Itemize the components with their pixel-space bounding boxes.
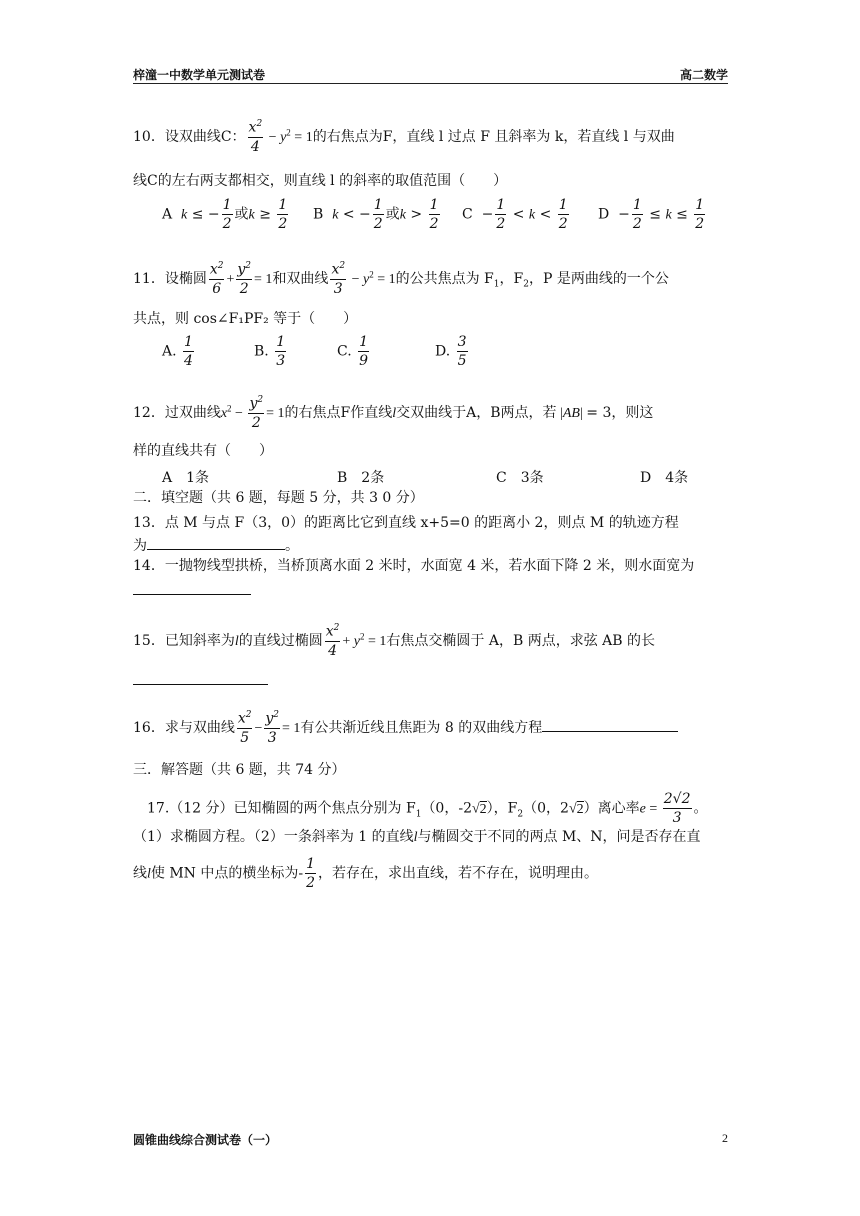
question-10-line2: 线C的左右两支都相交，则直线 l 的斜率的取值范围（ ） xyxy=(133,173,508,189)
q12-option-c: C 3条 xyxy=(496,470,544,486)
q11-option-b: B. $\frac{1}{3}$ xyxy=(254,334,286,369)
question-13-line2: 为 。 xyxy=(133,535,728,556)
page-header xyxy=(133,66,728,82)
answer-blank[interactable] xyxy=(133,580,251,595)
question-12-line2: 样的直线共有（ ） xyxy=(133,443,273,459)
question-15-line1: 15．已知斜率为l的直线过椭圆 $\frac{x^2}{4}$ + $y^2 = 1$右焦点交椭圆于 A，B 两点，求弦 AB 的长 xyxy=(133,623,655,659)
question-12-line1: 12．过双曲线$x^2$ − $\frac{y^2}{2}$ = 1的右焦点F作直线l交双曲线于A，B两点，若 |AB| = 3，则这 xyxy=(133,395,654,431)
question-11-line1: 11．设椭圆 $\frac{x^2}{6}$ + $\frac{y^2}{2}$ = 1和双曲线 $\frac{x^2}{3}$ − $y^2 = 1$的公共焦点为 $F_1$，$F_2$，P 是两曲线的一个公 xyxy=(133,261,669,297)
q10-option-a: A k ≤ − $\frac{1}{2}$ 或k ≥ $\frac{1}{2}$ xyxy=(162,197,288,232)
answer-blank[interactable] xyxy=(147,535,285,550)
q10-text-b: 的右焦点为F，直线 l 过点 F 且斜率为 k，若直线 l 与双曲 xyxy=(312,128,675,145)
header-subject: 高二数学 xyxy=(679,68,728,82)
q12-option-a: A 1条 xyxy=(162,470,210,486)
section-2-heading: 二．填空题（共 6 题，每题 5 分，共 3 0 分） xyxy=(133,490,424,506)
question-15-line2 xyxy=(133,670,728,691)
q11-option-c: C. $\frac{1}{9}$ xyxy=(337,334,369,369)
answer-blank[interactable] xyxy=(133,670,268,685)
q12-option-d: D 4条 xyxy=(640,470,689,486)
question-17-line1: 17.（12 分）已知椭圆的两个焦点分别为 $F_1(0$，-2√2），$F_2(0$，2√2）离心率e = $\frac{2√2}{3}$ 。 xyxy=(147,791,708,826)
q10-option-d: D − $\frac{1}{2}$ ≤ k ≤ $\frac{1}{2}$ xyxy=(598,197,705,232)
q11-option-a: A. $\frac{1}{4}$ xyxy=(162,334,193,369)
question-10-line1: 10．设双曲线C： $\frac{x^2}{4}$ − $y^2 = 1$的右焦点为F，直线 l 过点 F 且斜率为 k，若直线 l 与双曲 xyxy=(133,119,675,155)
q11-option-d: D. $\frac{3}{5}$ xyxy=(435,334,467,369)
q10-option-c: C − $\frac{1}{2}$ < k < $\frac{1}{2}$ xyxy=(462,197,568,232)
fraction: $\frac{x^2}{4}$ xyxy=(248,119,263,155)
question-11-line2: 共点，则 cos∠F₁PF₂ 等于（ ） xyxy=(133,311,358,327)
question-14-line2 xyxy=(133,580,728,601)
question-17-line2: （1）求椭圆方程。（2）一条斜率为 1 的直线l与椭圆交于不同的两点 M、N，问是否存在直 xyxy=(133,829,701,845)
footer-title: 圆锥曲线综合测试卷（一） xyxy=(133,1133,278,1147)
q10-option-b: B k < − $\frac{1}{2}$ 或k > $\frac{1}{2}$ xyxy=(313,197,439,232)
header-school: 梓潼一中数学单元测试卷 xyxy=(133,68,266,82)
q10-text-a: 10．设双曲线C： xyxy=(133,128,246,145)
answer-blank[interactable] xyxy=(542,717,678,732)
question-16-line1: 16．求与双曲线 $\frac{x^2}{5}$ − $\frac{y^2}{3}$ = 1有公共渐近线且焦距为 8 的双曲线方程 xyxy=(133,711,728,745)
question-14-line1: 14．一抛物线型拱桥，当桥顶离水面 2 米时，水面宽 4 米，若水面下降 2 米，则水面宽为 xyxy=(133,558,695,574)
page-number: 2 xyxy=(722,1131,728,1145)
question-13-line1: 13．点 M 与点 F（3，0）的距离比它到直线 x+5=0 的距离小 2，则点 M 的轨迹方程 xyxy=(133,515,679,531)
header-rule xyxy=(133,83,728,84)
section-3-heading: 三．解答题（共 6 题，共 74 分） xyxy=(133,762,346,778)
q12-option-b: B 2条 xyxy=(337,470,385,486)
question-17-line3: 线l使 MN 中点的横坐标为- $\frac{1}{2}$ ，若存在，求出直线，若不存在，说明理由。 xyxy=(133,856,599,891)
page-footer xyxy=(133,1131,728,1147)
